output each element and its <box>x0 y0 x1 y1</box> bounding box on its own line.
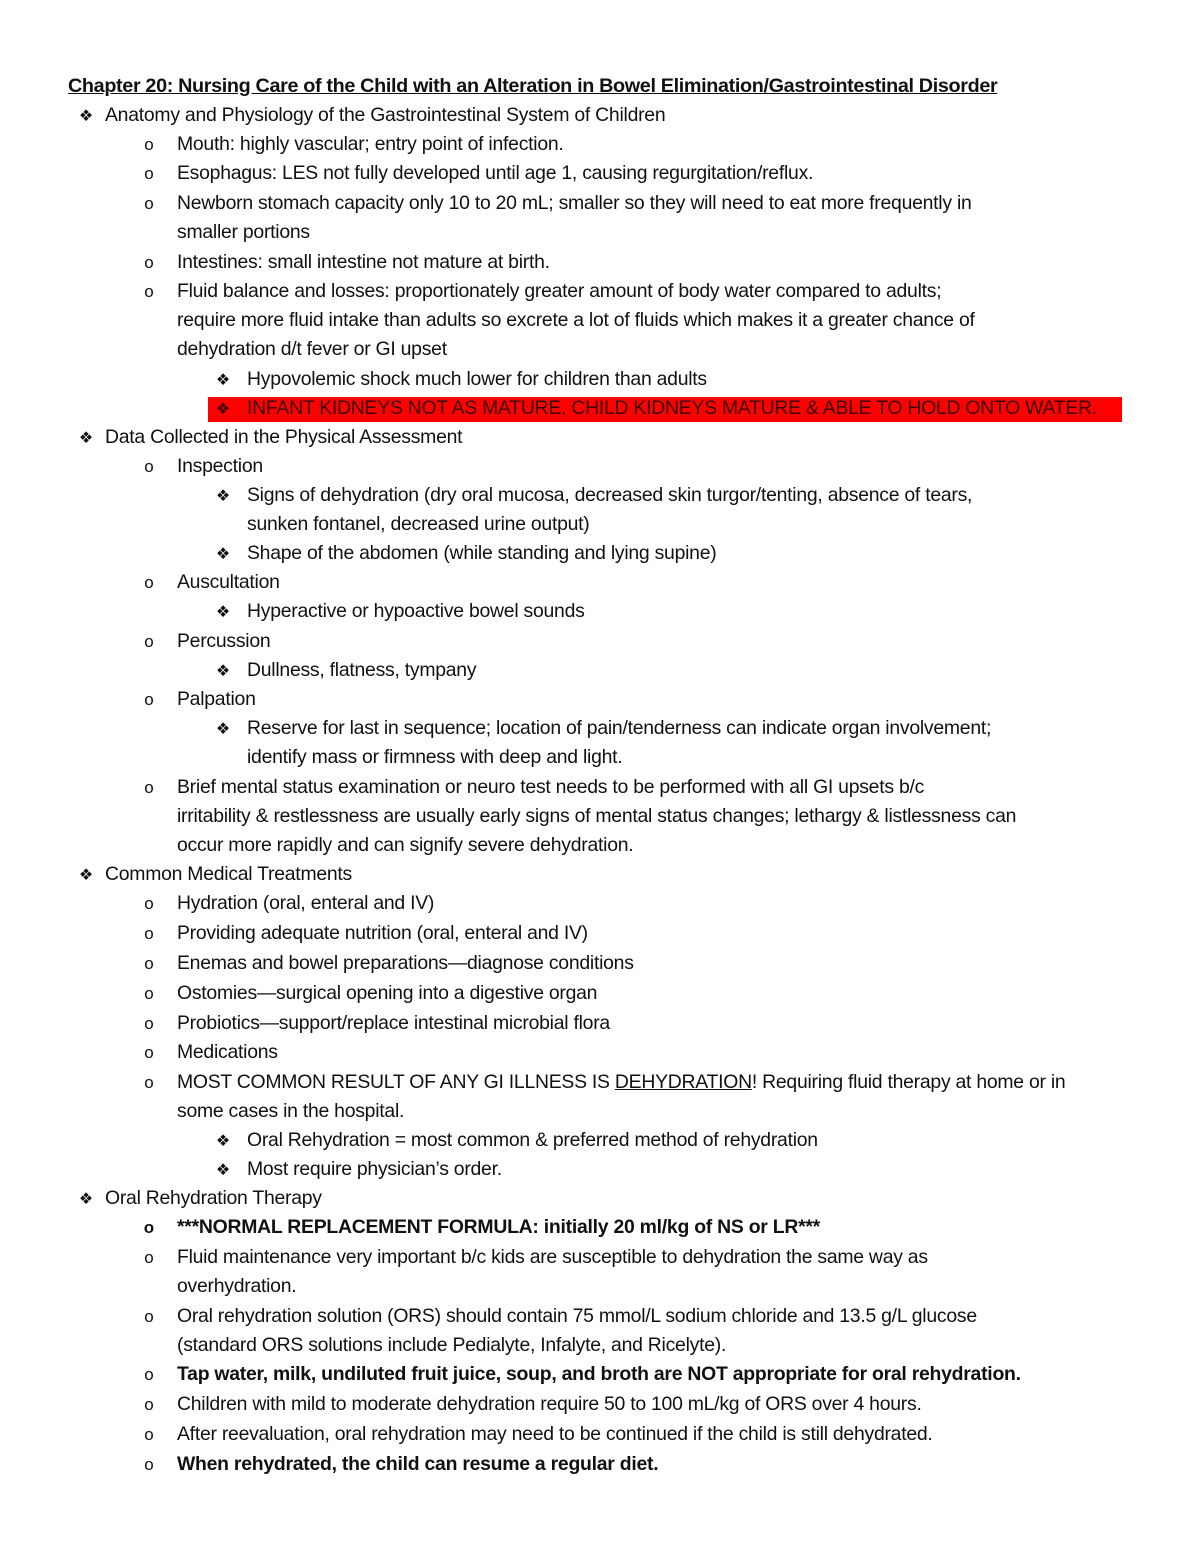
list-item: Brief mental status examination or neuro test needs to be performed with all GI upsets b/c <box>177 776 925 798</box>
list-item: Mouth: highly vascular; entry point of infection. <box>177 133 564 155</box>
sub-list-item: Signs of dehydration (dry oral mucosa, decreased skin turgor/tenting, absence of tears, <box>247 484 973 506</box>
sub-list-item: Oral Rehydration = most common & preferred method of rehydration <box>247 1129 818 1151</box>
list-item-continuation: occur more rapidly and can signify severe dehydration. <box>177 834 634 856</box>
dehydration-underlined: DEHYDRATION <box>614 1071 752 1093</box>
circle-bullet-icon: o <box>144 1395 154 1414</box>
diamond-bullet-icon: ❖ <box>215 1162 231 1179</box>
list-item: Oral rehydration solution (ORS) should contain 75 mmol/L sodium chloride and 13.5 g/L glucose <box>177 1305 977 1327</box>
circle-bullet-icon: o <box>144 253 154 272</box>
circle-bullet-icon: o <box>144 984 154 1003</box>
diamond-bullet-icon: ❖ <box>215 604 231 621</box>
list-item: Intestines: small intestine not mature at birth. <box>177 251 550 273</box>
sub-list-item-continuation: identify mass or firmness with deep and light. <box>247 746 623 768</box>
diamond-bullet-icon: ❖ <box>78 867 94 884</box>
common-result-text: MOST COMMON RESULT OF ANY GI ILLNESS IS <box>177 1071 615 1093</box>
list-item: After reevaluation, oral rehydration may need to be continued if the child is still dehydrated. <box>177 1423 933 1445</box>
circle-bullet-icon: o <box>144 690 154 709</box>
list-item-common-result <box>177 1068 1065 1097</box>
list-item: Medications <box>177 1041 278 1063</box>
section-heading-treatments: Common Medical Treatments <box>105 863 352 885</box>
list-item: Fluid balance and losses: proportionately greater amount of body water compared to adults; <box>177 280 942 302</box>
circle-bullet-icon: o <box>144 894 154 913</box>
list-item-continuation: require more fluid intake than adults so excrete a lot of fluids which makes it a greater chance of <box>177 309 975 331</box>
circle-bullet-icon: o <box>144 1307 154 1326</box>
circle-bullet-icon: o <box>144 457 154 476</box>
list-item: Newborn stomach capacity only 10 to 20 mL; smaller so they will need to eat more frequently in <box>177 192 972 214</box>
list-item-continuation: smaller portions <box>177 221 310 243</box>
list-item: Auscultation <box>177 571 280 593</box>
list-item: Hydration (oral, enteral and IV) <box>177 892 435 914</box>
section-heading-assessment: Data Collected in the Physical Assessment <box>105 426 463 448</box>
list-item: Esophagus: LES not fully developed until age 1, causing regurgitation/reflux. <box>177 162 814 184</box>
diamond-bullet-icon: ❖ <box>215 663 231 680</box>
diamond-bullet-icon: ❖ <box>215 488 231 505</box>
circle-bullet-icon: o <box>144 164 154 183</box>
diamond-bullet-icon: ❖ <box>215 721 231 738</box>
diamond-bullet-icon: ❖ <box>215 372 231 389</box>
circle-bullet-icon: o <box>144 778 154 797</box>
sub-list-item: Dullness, flatness, tympany <box>247 659 477 681</box>
list-item-continuation: dehydration d/t fever or GI upset <box>177 338 447 360</box>
list-item: Percussion <box>177 630 271 652</box>
sub-list-item: Hyperactive or hypoactive bowel sounds <box>247 600 585 622</box>
diamond-bullet-icon: ❖ <box>78 1191 94 1208</box>
common-result-text-end: ! Requiring fluid therapy at home or in <box>751 1071 1066 1093</box>
list-item: Ostomies—surgical opening into a digestive organ <box>177 982 598 1004</box>
circle-bullet-icon: o <box>144 954 154 973</box>
diamond-bullet-icon: ❖ <box>215 1133 231 1150</box>
circle-bullet-icon: o <box>144 135 154 154</box>
circle-bullet-icon: o <box>144 1043 154 1062</box>
circle-bullet-icon: o <box>144 1425 154 1444</box>
list-item: Children with mild to moderate dehydration require 50 to 100 mL/kg of ORS over 4 hours. <box>177 1393 922 1415</box>
list-item: Palpation <box>177 688 256 710</box>
circle-bullet-icon: o <box>144 924 154 943</box>
replacement-formula: ***NORMAL REPLACEMENT FORMULA: initially 20 ml/kg of NS or LR*** <box>177 1216 820 1238</box>
circle-bullet-icon: o <box>144 1073 154 1092</box>
highlighted-sub-list-item: INFANT KIDNEYS NOT AS MATURE. CHILD KIDNEYS MATURE & ABLE TO HOLD ONTO WATER. <box>247 397 1097 419</box>
sub-list-item-continuation: sunken fontanel, decreased urine output) <box>247 513 590 535</box>
list-item-continuation: some cases in the hospital. <box>177 1100 405 1122</box>
list-item-continuation: irritability & restlessness are usually early signs of mental status changes; lethargy & listlessness can <box>177 805 1017 827</box>
section-heading-ort: Oral Rehydration Therapy <box>105 1187 322 1209</box>
circle-bullet-icon: o <box>144 632 154 651</box>
section-heading-anatomy: Anatomy and Physiology of the Gastrointestinal System of Children <box>105 104 666 126</box>
list-item-bold: When rehydrated, the child can resume a regular diet. <box>177 1453 659 1475</box>
list-item: Probiotics—support/replace intestinal microbial flora <box>177 1012 610 1034</box>
circle-bullet-icon: o <box>144 1014 154 1033</box>
list-item-continuation: (standard ORS solutions include Pedialyte, Infalyte, and Ricelyte). <box>177 1334 727 1356</box>
list-item: Providing adequate nutrition (oral, enteral and IV) <box>177 922 588 944</box>
circle-bullet-icon: o <box>144 573 154 592</box>
chapter-title: Chapter 20: Nursing Care of the Child with an Alteration in Bowel Elimination/Gastrointestinal Disorder <box>68 75 998 97</box>
sub-list-item: Most require physician’s order. <box>247 1158 502 1180</box>
diamond-bullet-icon: ❖ <box>78 108 94 125</box>
list-item: Fluid maintenance very important b/c kids are susceptible to dehydration the same way as <box>177 1246 928 1268</box>
list-item-continuation: overhydration. <box>177 1275 297 1297</box>
circle-bullet-icon: o <box>144 1248 154 1267</box>
circle-bullet-icon: o <box>143 1218 155 1237</box>
circle-bullet-icon: o <box>144 1365 154 1384</box>
diamond-bullet-icon: ❖ <box>215 401 231 418</box>
list-item: Enemas and bowel preparations—diagnose conditions <box>177 952 634 974</box>
diamond-bullet-icon: ❖ <box>215 546 231 563</box>
sub-list-item: Shape of the abdomen (while standing and lying supine) <box>247 542 717 564</box>
list-item-bold: Tap water, milk, undiluted fruit juice, soup, and broth are NOT appropriate for oral rehydration. <box>177 1363 1021 1385</box>
sub-list-item: Reserve for last in sequence; location of pain/tenderness can indicate organ involvement; <box>247 717 992 739</box>
circle-bullet-icon: o <box>144 194 154 213</box>
sub-list-item: Hypovolemic shock much lower for children than adults <box>247 368 707 390</box>
diamond-bullet-icon: ❖ <box>78 430 94 447</box>
list-item: Inspection <box>177 455 263 477</box>
circle-bullet-icon: o <box>144 1455 154 1474</box>
circle-bullet-icon: o <box>144 282 154 301</box>
